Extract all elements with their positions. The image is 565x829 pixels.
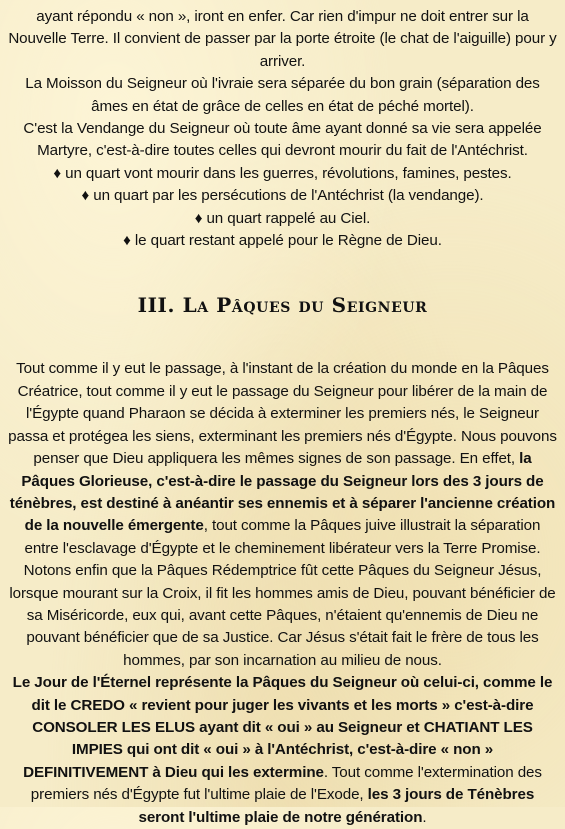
text-line xyxy=(6,627,559,649)
text-line xyxy=(6,515,559,537)
intro-paragraph-3 xyxy=(6,118,559,163)
text-run: sa Miséricorde, eux qui, avant cette Pâques, n'étaient qu'ennemis de Dieu ne xyxy=(26,606,539,624)
intro-paragraph-1 xyxy=(6,6,559,73)
text-run: pouvant bénéficier que de sa Justice. Car Jésus s'était fait le frère de tous les xyxy=(26,629,539,647)
text-line: Martyre, c'est-à-dire toutes celles qui devront mourir du fait de l'Antéchrist. xyxy=(37,142,528,160)
text-run: premiers nés d'Égypte fut l'ultime plaie de l'Exode, xyxy=(30,786,368,804)
bullet-item: ♦ un quart rappelé au Ciel. xyxy=(194,209,371,227)
text-line xyxy=(6,695,559,717)
bullet-item: ♦ un quart par les persécutions de l'Antéchrist (la vendange). xyxy=(81,187,484,205)
text-line: C'est la Vendange du Seigneur où toute âme ayant donné sa vie sera appelée xyxy=(23,120,542,138)
bold-text-run: Pâques Glorieuse, c'est-à-dire le passage du Seigneur lors des 3 jours de xyxy=(21,472,544,490)
text-line: âmes en état de grâce de celles en état de péché mortel). xyxy=(91,97,474,115)
bold-text-run: ténèbres, est destiné à anéantir ses ennemis et à séparer l'ancienne création xyxy=(9,494,556,512)
text-run: hommes, par son incarnation au milieu de nous. xyxy=(123,651,442,669)
text-line xyxy=(6,358,559,380)
intro-paragraph-2 xyxy=(6,73,559,118)
bold-text-run: CONSOLER LES ELUS ayant dit « oui » au Seigneur et CHATIANT LES xyxy=(32,718,533,736)
text-run: lorsque mourant sur la Croix, il fit les hommes amis de Dieu, pouvant bénéficier de xyxy=(9,584,556,602)
text-line xyxy=(6,583,559,605)
bold-text-run: la xyxy=(519,450,532,468)
bullet-item: ♦ un quart vont mourir dans les guerres, révolutions, famines, pestes. xyxy=(53,164,512,182)
text-line xyxy=(6,493,559,515)
text-line xyxy=(6,471,559,493)
text-line xyxy=(6,784,559,806)
section-heading: III. La Pâques du Seigneur xyxy=(137,293,428,318)
text-line: Nouvelle Terre. Il convient de passer par la porte étroite (le chat de l'aiguille) pour y xyxy=(8,30,557,48)
text-line xyxy=(6,403,559,425)
text-line xyxy=(6,807,559,829)
text-run: entre l'esclavage d'Égypte et le cheminement libérateur vers la Terre Promise. xyxy=(24,539,541,557)
bold-text-run: seront l'ultime plaie de notre génération xyxy=(138,808,423,826)
text-run: Tout comme il y eut le passage, à l'instant de la création du monde en la Pâques xyxy=(16,360,549,378)
text-line xyxy=(6,448,559,470)
text-line xyxy=(6,560,559,582)
text-line: La Moisson du Seigneur où l'ivraie sera séparée du bon grain (séparation des xyxy=(25,75,540,93)
bold-text-run: de la nouvelle émergente xyxy=(24,517,204,535)
text-line xyxy=(6,762,559,784)
text-run: passa et protégea les siens, exterminant les premiers nés d'Égypte. Nous pouvons xyxy=(8,427,557,445)
bold-text-run: dit le CREDO « revient pour juger les vivants et les morts » c'est-à-dire xyxy=(31,696,534,714)
text-run: penser que Dieu appliquera les mêmes signes de son passage. En effet, xyxy=(33,450,520,468)
text-line: arriver. xyxy=(259,52,306,70)
bold-text-run: DEFINITIVEMENT à Dieu qui les extermine xyxy=(23,763,324,781)
bullet-item: ♦ le quart restant appelé pour le Règne de Dieu. xyxy=(123,232,442,250)
text-run: Notons enfin que la Pâques Rédemptrice fût cette Pâques du Seigneur Jésus, xyxy=(23,562,542,580)
bold-text-run: IMPIES qui ont dit « oui » à l'Antéchrist, c'est-à-dire « non » xyxy=(71,741,494,759)
text-run: . Tout comme l'extermination des xyxy=(323,763,542,781)
text-line xyxy=(6,538,559,560)
text-line: ayant répondu « non », iront en enfer. Car rien d'impur ne doit entrer sur la xyxy=(36,8,529,25)
text-line xyxy=(6,672,559,694)
text-run: Créatrice, tout comme il y eut le passage du Seigneur pour libérer de la main de xyxy=(17,382,548,400)
bullet-list xyxy=(6,163,559,253)
text-line xyxy=(6,426,559,448)
text-line xyxy=(6,381,559,403)
text-line xyxy=(6,717,559,739)
bold-text-run: les 3 jours de Ténèbres xyxy=(367,786,535,804)
text-run: l'Égypte quand Pharaon se décida à exterminer les premiers nés, le Seigneur xyxy=(26,405,539,423)
text-run: . xyxy=(422,808,427,826)
text-run: , tout comme la Pâques juive illustrait la séparation xyxy=(203,517,541,535)
bold-text-run: Le Jour de l'Éternel représente la Pâques du Seigneur où celui-ci, comme le xyxy=(12,674,553,692)
section-body xyxy=(6,358,559,829)
text-line xyxy=(6,650,559,672)
text-line xyxy=(6,605,559,627)
text-line xyxy=(6,739,559,761)
